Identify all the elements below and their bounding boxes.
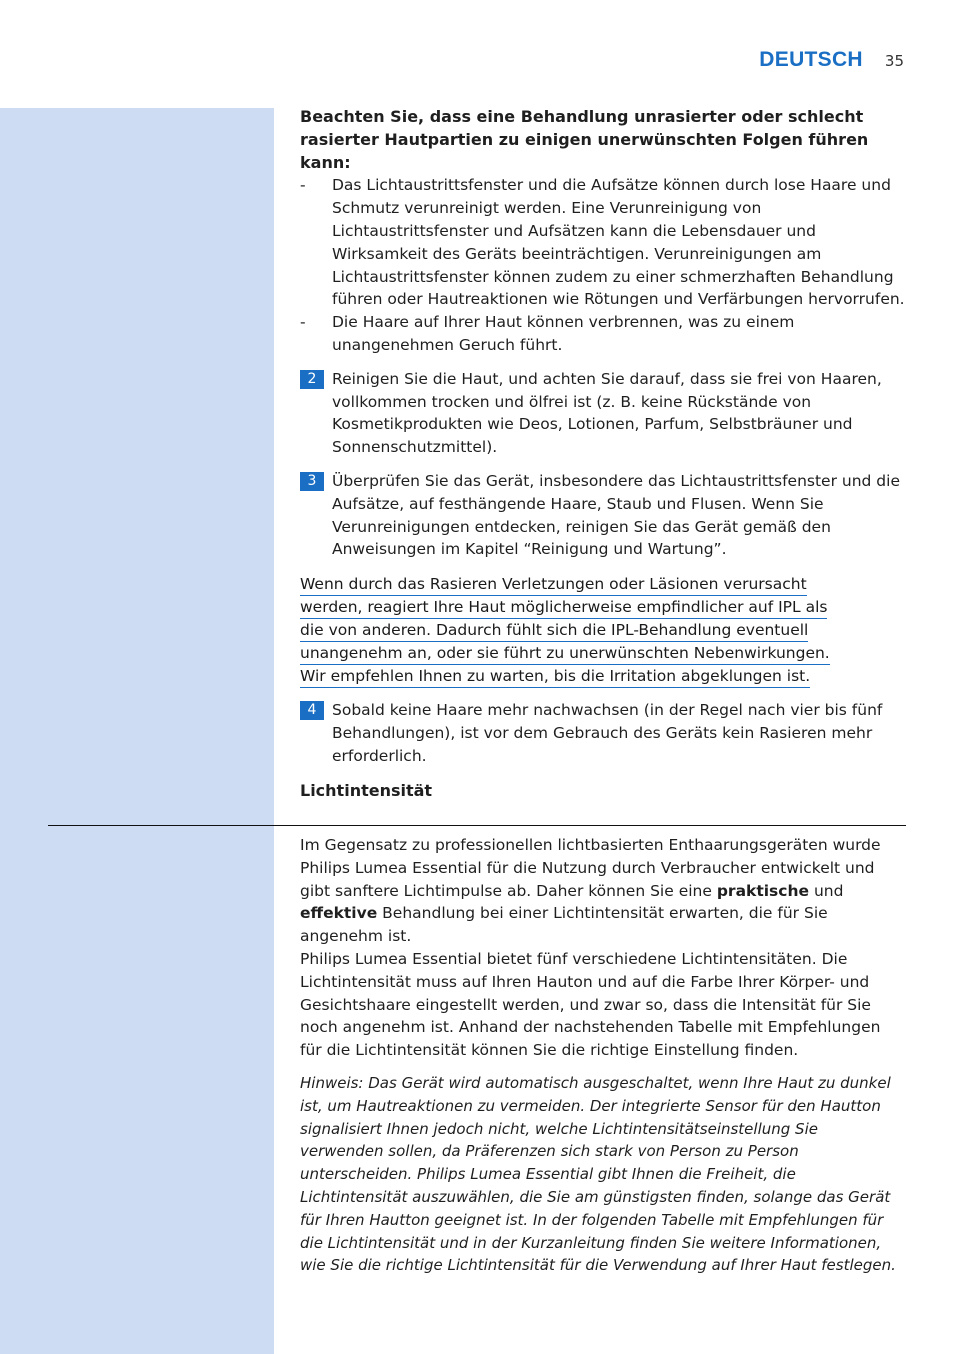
section-divider — [48, 825, 906, 826]
hint-note: Hinweis: Das Gerät wird automatisch ausgeschaltet, wenn Ihre Haut zu dunkel ist, um Hautreaktionen zu vermeiden. Der integrierte Sensor für den Hautton signalisiert Ihnen jedoch nicht, welche Lichtintensitätseinstellung Sie verwenden sollen, da Präferenzen sich stark von Person zu Person unterscheiden. Philips Lumea Essential gibt Ihnen die Freiheit, die Lichtintensität auszuwählen, die Sie am günstigsten finden, solange das Gerät für Ihren Hautton geeignet ist. In der folgenden Tabelle mit Empfehlungen für die Lichtintensität und in der Kurzanleitung finden Sie weitere Informationen, wie Sie die richtige Lichtintensität für die Verwendung auf Ihrer Haut festlegen. — [300, 1073, 896, 1275]
main-content — [300, 106, 908, 802]
notice-line: unangenehm an, oder sie führt zu unerwünschten Nebenwirkungen. — [300, 642, 830, 665]
page-number: 35 — [884, 52, 904, 70]
dash-marker: - — [300, 176, 306, 195]
bold-term-practical: praktische — [716, 881, 810, 900]
step-number-badge: 3 — [300, 472, 324, 491]
warning-title: Beachten Sie, dass eine Behandlung unrasierter oder schlecht rasierter Hautpartien zu einigen unerwünschten Folgen führen kann: — [300, 107, 869, 172]
notice-line: Wenn durch das Rasieren Verletzungen oder Läsionen verursacht — [300, 573, 807, 596]
dash-marker: - — [300, 313, 306, 332]
page-header — [759, 48, 904, 72]
intensity-paragraph-2: Philips Lumea Essential bietet fünf verschiedene Lichtintensitäten. Die Lichtintensität muss auf Ihren Hauton und auf die Farbe Ihrer Körper- und Gesichtshaare eingestellt werden, und zwar so, dass die Intensität für Sie noch angenehm ist. Anhand der nachstehenden Tabelle mit Empfehlungen für die Lichtintensität können Sie die richtige Einstellung finden. — [300, 949, 881, 1060]
notice-line: Wir empfehlen Ihnen zu warten, bis die Irritation abgeklungen ist. — [300, 665, 810, 688]
step-number-badge: 2 — [300, 370, 324, 389]
bold-term-effective: effektive — [300, 904, 378, 923]
step-text: Reinigen Sie die Haut, und achten Sie darauf, dass sie frei von Haaren, vollkommen trocken und ölfrei ist (z. B. keine Rückstände von Kosmetikprodukten wie Deos, Lotionen, Parfum, Selbstbräuner und Sonnenschutzmittel). — [332, 369, 882, 457]
language-label: DEUTSCH — [759, 48, 863, 71]
notice-line: die von anderen. Dadurch fühlt sich die IPL-Behandlung eventuell — [300, 619, 808, 642]
notice-line: werden, reagiert Ihre Haut möglicherweise empfindlicher auf IPL als — [300, 596, 827, 619]
para-text: Im Gegensatz zu professionellen lichtbasierten Enthaarungsgeräten wurde Philips Lumea Essential für die Nutzung durch Verbraucher entwickelt und gibt sanftere Lichtimpulse ab. Daher können Sie eine — [300, 836, 881, 900]
section-heading: Lichtintensität — [300, 780, 433, 800]
para-text: Behandlung bei einer Lichtintensität erwarten, die für Sie angenehm ist. — [300, 904, 828, 946]
warning-bullet-text: Die Haare auf Ihrer Haut können verbrennen, was zu einem unangenehmen Geruch führt. — [332, 313, 795, 354]
warning-bullet — [300, 311, 908, 357]
warning-bullet-text: Das Lichtaustrittsfenster und die Aufsätze können durch lose Haare und Schmutz verunreinigt werden. Eine Verunreinigung von Lichtaustrittsfenster und Aufsätzen kann die Lebensdauer und Wirksamkeit des Geräts beeinträchtigen. Verunreinigungen am Lichtaustrittsfenster können zudem zu einer schmerzhaften Behandlung führen oder Hautreaktionen wie Rötungen und Verfärbungen hervorrufen. — [332, 176, 905, 309]
step-number-badge: 4 — [300, 701, 324, 720]
step-item — [300, 470, 908, 561]
sidebar-panel — [0, 108, 274, 1354]
para-text: und — [809, 881, 844, 900]
step-item — [300, 699, 908, 767]
step-text: Sobald keine Haare mehr nachwachsen (in der Regel nach vier bis fünf Behandlungen), ist vor dem Gebrauch des Geräts kein Rasieren mehr erforderlich. — [332, 701, 883, 765]
intensity-paragraph — [300, 834, 906, 948]
step-item — [300, 368, 908, 459]
step-text: Überprüfen Sie das Gerät, insbesondere das Lichtaustrittsfenster und die Aufsätze, auf festhängende Haare, Staub und Flusen. Wenn Sie Verunreinigungen entdecken, reinigen Sie das Gerät gemäß den Anweisungen im Kapitel “Reinigung und Wartung”. — [332, 471, 900, 559]
notice-box — [300, 573, 908, 688]
warning-bullet — [300, 174, 908, 311]
section-body — [300, 834, 906, 1277]
